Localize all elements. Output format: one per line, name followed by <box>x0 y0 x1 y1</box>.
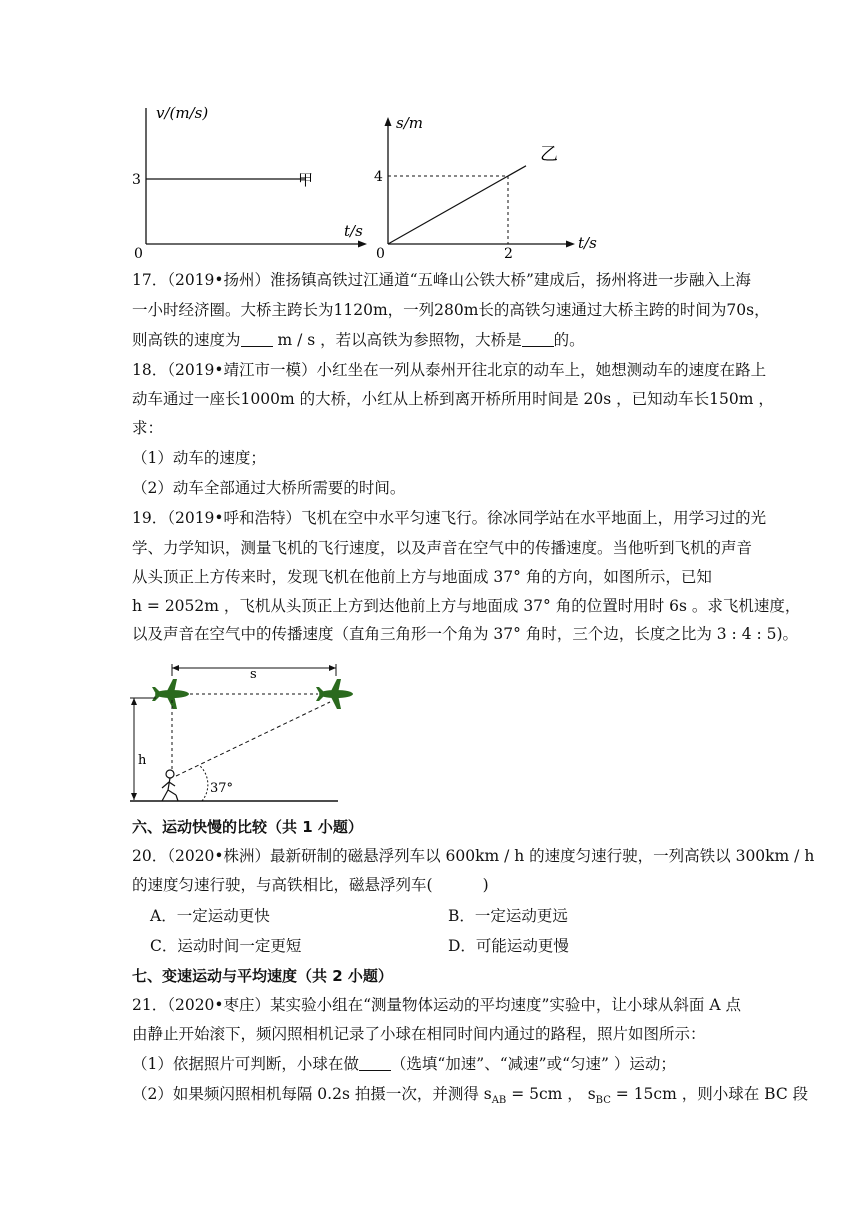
h-bottom-arrow <box>131 793 137 800</box>
person-icon <box>162 770 178 801</box>
q21-line1: 21．（2020•枣庄）某实验小组在“测量物体运动的平均速度”实验中，让小球从斜面 A 点 <box>132 996 741 1014</box>
q21-sub1-text-b: （选填“加速”、“减速”或“匀速” ）运动； <box>390 1055 676 1073</box>
q17-line2: 一小时经济圈。大桥主跨长为1120m，一列280m长的高铁匀速通过大桥主跨的时间为70s， <box>132 301 770 319</box>
q18-sub1: （1）动车的速度； <box>132 449 266 467</box>
q20-line1: 20．（2020•株洲）最新研制的磁悬浮列车以 600km / h 的速度匀速行驶，一列高铁以 300km / h <box>132 847 815 865</box>
q20-option-b[interactable]: B．一定运动更远 <box>448 907 568 925</box>
angle-label: 37° <box>210 781 234 796</box>
q17-blank-speed[interactable] <box>241 332 273 347</box>
q21-blank-motion[interactable] <box>359 1056 391 1071</box>
graphs-svg <box>126 96 616 266</box>
right-origin: 0 <box>376 246 385 262</box>
q19-line3: 从头顶正上方传来时，发现飞机在他前上方与地面成 37° 角的方向，如图所示，已知 <box>132 568 712 586</box>
q18-line1: 18．（2019•靖江市一模）小红坐在一列从泰州开往北京的动车上，她想测动车的速度在路上 <box>132 361 767 379</box>
left-y-label: v/(m/s) <box>156 104 209 122</box>
angle-arc <box>199 765 208 801</box>
q19-line1: 19．（2019•呼和浩特）飞机在空中水平匀速飞行。徐冰同学站在水平地面上，用学习过的光 <box>132 509 767 527</box>
diagonal-sightline <box>176 702 330 776</box>
airplane-icon-overhead <box>152 679 189 709</box>
q20-text: 的速度匀速行驶，与高铁相比，磁悬浮列车 <box>132 876 427 894</box>
right-x-tick: 2 <box>504 246 513 262</box>
s-left-arrow <box>172 665 179 671</box>
airplane-icon-ahead <box>316 679 353 709</box>
q21-sub1 <box>132 1054 772 1074</box>
q21-sub1-text-a: （1）依据照片可判断，小球在做 <box>132 1055 359 1073</box>
q20-option-a[interactable]: A．一定运动更快 <box>150 907 270 925</box>
graphs-row <box>126 96 616 266</box>
h-top-arrow <box>131 698 137 705</box>
q21-sub2-text: （2）如果频闪照相机每隔 0.2s 拍摄一次，并测得 s <box>132 1085 492 1103</box>
q19-line2: 学、力学知识，测量飞机的飞行速度，以及声音在空气中的传播速度。当他听到飞机的声音 <box>132 539 753 557</box>
q20-paren-open: ( <box>426 876 433 894</box>
s-label: s <box>250 667 257 682</box>
left-y-tick: 3 <box>132 171 141 188</box>
q18-line3: 求： <box>132 419 164 437</box>
right-y-label: s/m <box>396 114 423 132</box>
q21-sub-ab: AB <box>491 1095 507 1107</box>
q21-line2: 由静止开始滚下，频闪照相机记录了小球在相同时间内通过的路程，照片如图所示： <box>132 1025 706 1043</box>
q20-line2 <box>132 875 772 895</box>
q17-blank-state[interactable] <box>522 332 554 347</box>
right-series-label: 乙 <box>540 144 558 165</box>
section7-title: 七、变速运动与平均速度（共 2 小题） <box>132 967 393 985</box>
q20-option-d[interactable]: D．可能运动更慢 <box>448 937 569 955</box>
q20-option-c[interactable]: C．运动时间一定更短 <box>150 937 302 955</box>
h-label: h <box>138 753 147 768</box>
left-origin: 0 <box>134 246 143 262</box>
q19-line5: 以及声音在空气中的传播速度（直角三角形一个角为 37° 角时，三个边，长度之比为 3 : 4 : 5)。 <box>132 625 799 643</box>
q21-sub2-mid: = 5cm ， s <box>506 1085 596 1103</box>
right-series-line <box>388 166 526 244</box>
right-x-arrow <box>566 241 575 248</box>
section6-title: 六、运动快慢的比较（共 1 小题） <box>132 818 363 836</box>
left-series-label: 甲 <box>298 170 314 189</box>
right-y-arrow <box>385 117 392 126</box>
left-x-arrow <box>358 241 367 248</box>
right-x-label: t/s <box>578 234 597 252</box>
s-right-arrow <box>329 665 336 671</box>
q18-sub2: （2）动车全部通过大桥所需要的时间。 <box>132 479 406 497</box>
q18-line2: 动车通过一座长1000m 的大桥，小红从上桥到离开桥所用时间是 20s ，已知动车长150m ， <box>132 390 774 408</box>
q21-sub2 <box>132 1084 809 1111</box>
q17-text-a: 则高铁的速度为 <box>132 331 241 349</box>
right-y-tick: 4 <box>374 169 383 185</box>
q20-paren-close: ) <box>482 876 489 894</box>
left-x-label: t/s <box>344 222 363 240</box>
q19-line4: h = 2052m ，飞机从头顶正上方到达他前上方与地面成 37° 角的位置时用时 6s 。求飞机速度， <box>132 597 801 615</box>
q17-line3 <box>132 330 772 350</box>
q17-line1: 17．（2019•扬州）淮扬镇高铁过江通道“五峰山公铁大桥”建成后，扬州将进一步融入上海 <box>132 271 751 289</box>
q17-text-b: m / s ，若以高铁为参照物，大桥是 <box>272 331 522 349</box>
q17-text-c: 的。 <box>553 331 585 349</box>
q21-sub-bc: BC <box>595 1095 611 1107</box>
airplane-figure <box>126 662 358 810</box>
q21-sub2-end: = 15cm ，则小球在 BC 段 <box>610 1085 809 1103</box>
